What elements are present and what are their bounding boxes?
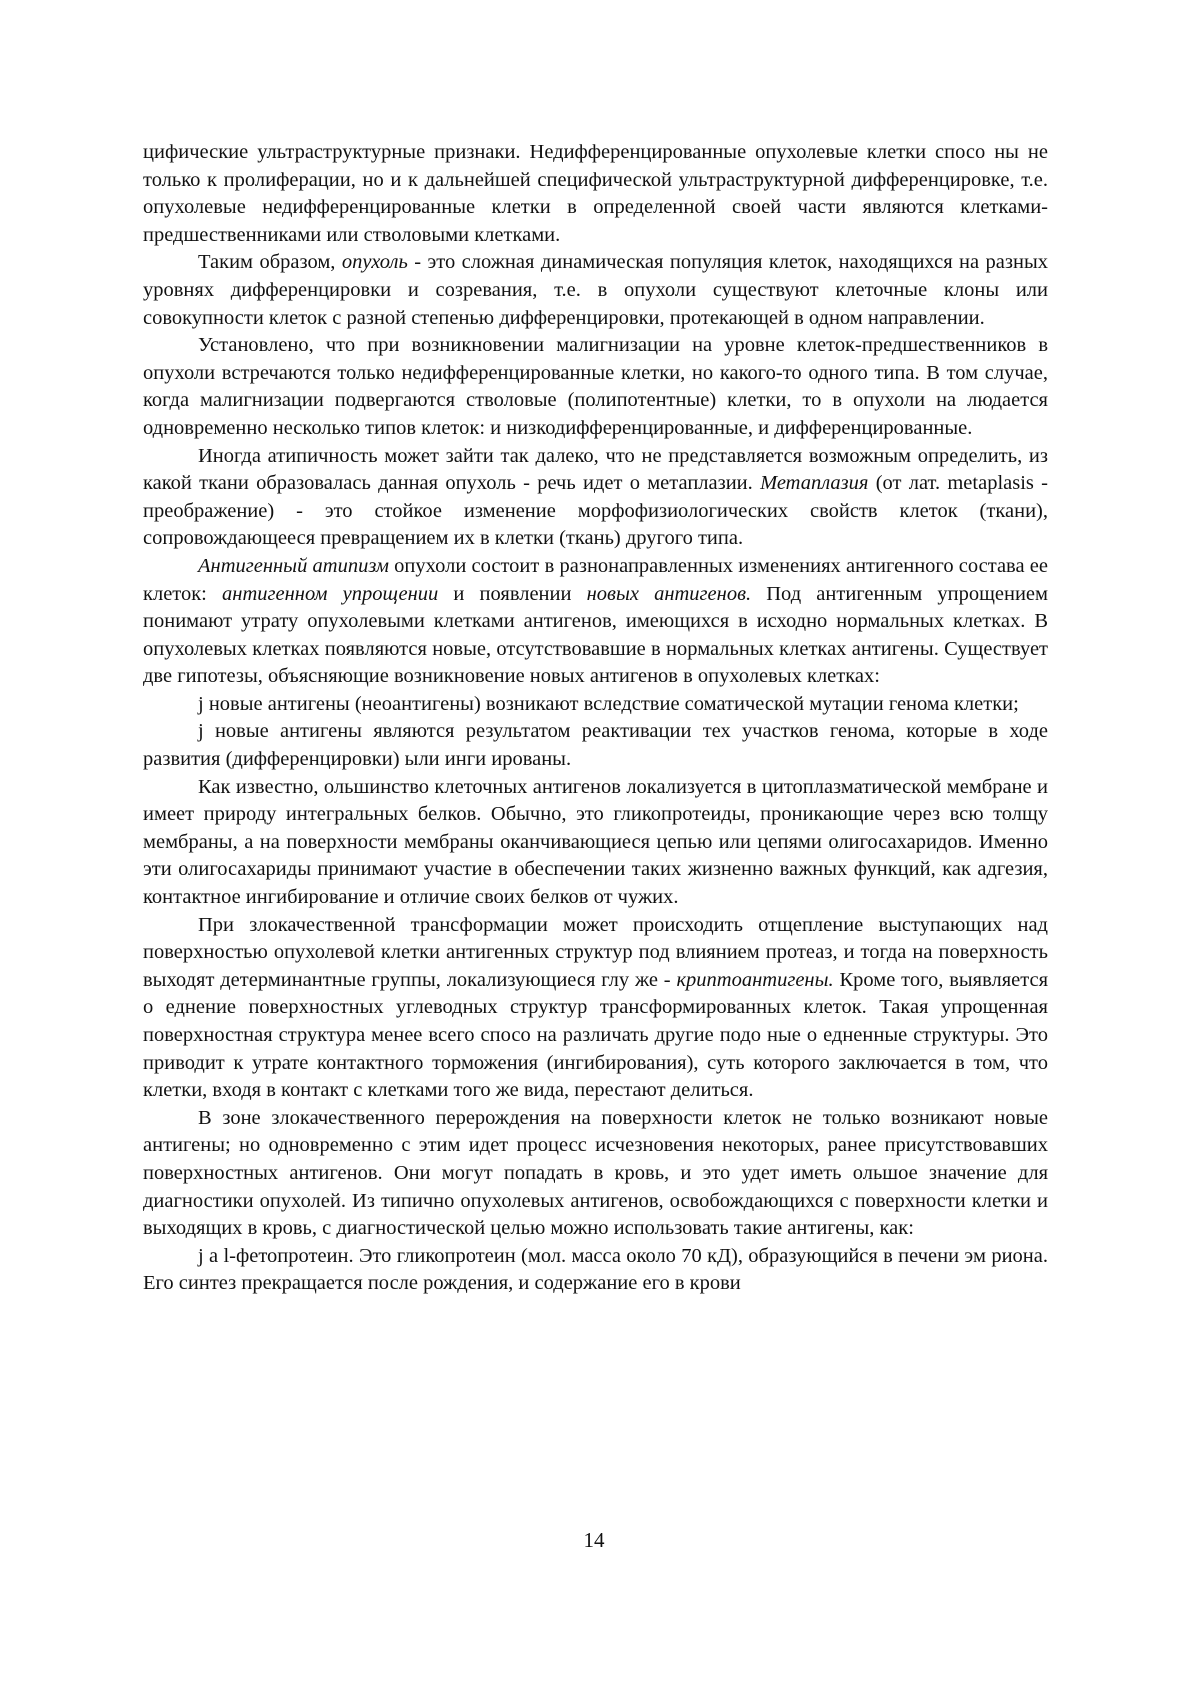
paragraph-membrane-antigens: Как известно, ольшинство клеточных антигенов локализуется в цитоплазматической мембране и имеет природу интегральных белков. Обычно, это гликопротеиды, проникающие через всю толщу мембраны, а на поверхности мембраны оканчивающиеся цепью или цепями олигосахаридов. Именно эти олигосахариды принимают участие в обеспечении таких жизненно важных функций, как адгезия, контактное ингибирование и отличие своих белков от чужих. (143, 775, 1048, 909)
term-tumor: опухоль (341, 251, 408, 274)
text-run: При злокачественной трансформации может происходить отщепление выступающих над поверхностью опухолевой клетки антигенных структур под влиянием протеаз, и тогда на поверхность выходят детерминантные группы, локализующиеся глу же - (143, 913, 1048, 991)
paragraph-malignant-transformation (143, 912, 1048, 1105)
text-run: - это сложная динамическая популяция клеток, находящихся на разных уровнях дифференцировки и созревания, т.е. в опухоли существуют клеточные клоны или совокупности клеток с разной степенью дифференцировки, протекающей в одном направлении. (143, 251, 1048, 329)
term-antigenic-atypism: Антигенный атипизм (198, 554, 389, 577)
term-new-antigens: новых антигенов. (586, 582, 752, 605)
text-run: Кроме того, выявляется о еднение поверхностных углеводных структур трансформированных клеток. Такая упрощенная поверхностная структура менее всего спосо на различать другие подо ные о едненные структуры. Это приводит к утрате контактного торможения (ингибирования), суть которого заключается в том, что клетки, входя в контакт с клетками того же вида, перестают делиться. (143, 968, 1048, 1102)
text-run: и появлении (438, 582, 587, 605)
document-body (143, 139, 1048, 1298)
paragraph-tumor-definition (143, 249, 1048, 332)
paragraph-metaplasia (143, 443, 1048, 553)
list-item-hypothesis-2: j новые антигены являются результатом реактивации тех участков генома, которые в ходе развития (дифференцировки) ыли инги ированы. (143, 720, 1048, 771)
term-antigenic-simplification: антигенном упрощении (222, 582, 439, 605)
paragraph-malignization: Установлено, что при возникновении малигнизации на уровне клеток-предшественников в опухоли встречаются только недифференцированные клетки, но какого-то одного типа. В том случае, когда малигнизации подвергаются стволовые (полипотентные) клетки, то в опухоли на людается одновременно несколько типов клеток: и низкодифференцированные, и дифференцированные. (143, 334, 1048, 439)
page-number: 14 (583, 1528, 605, 1552)
text-run: Под антигенным упрощением понимают утрату опухолевыми клетками антигенов, имеющихся в исходно нормальных клетках. В опухолевых клетках появляются новые, отсутствовавшие в нормальных клетках антигены. Существует две гипотезы, объясняющие возникновение новых антигенов в опухолевых клетках: (143, 582, 1048, 688)
term-metaplasia: Метаплазия (760, 472, 869, 495)
list-item-alpha-fetoprotein: j a l-фетопротеин. Это гликопротеин (мол. масса около 70 кД), образующийся в печени эм риона. Его синтез прекращается после рождения, и содержание его в крови (143, 1244, 1048, 1295)
text-run: Иногда атипичность может зайти так далеко, что не представляется возможным определить, из какой ткани образовалась данная опухоль - речь идет о метаплазии. (143, 444, 1048, 495)
paragraph-continuation: цифические ультраструктурные признаки. Недифференцированные опухолевые клетки спосо ны не только к пролиферации, но и к дальнейшей специфической ультраструктурной дифференцировке, т.е. опухолевые недифференцированные клетки в определенной своей части являются клетками-предшественниками или стволовыми клетками. (143, 141, 1048, 246)
text-run: (от лат. metaplasis - преображение) - это стойкое изменение морфофизиологических свойств клеток (ткани), сопровождающееся превращением их в клетки (ткань) другого типа. (143, 472, 1048, 550)
term-cryptoantigens: криптоантигены. (676, 968, 834, 991)
paragraph-malignant-zone: В зоне злокачественного перерождения на поверхности клеток не только возникают новые антигены; но одновременно с этим идет процесс исчезновения некоторых, ранее присутствовавших поверхностных антигенов. Они могут попадать в кровь, и это удет иметь ольшое значение для диагностики опухолей. Из типично опухолевых антигенов, освобождающихся с поверхности клетки и выходящих в кровь, с диагностической целью можно использовать такие антигены, как: (143, 1106, 1048, 1240)
text-run: Таким образом, (198, 251, 342, 274)
text-run: опухоли состоит в разнонаправленных изменениях антигенного состава ее клеток: (143, 554, 1049, 605)
paragraph-antigenic-atypism (143, 553, 1048, 691)
list-item-hypothesis-1: j новые антигены (неоантигены) возникают вследствие соматической мутации генома клетки; (198, 692, 1019, 715)
